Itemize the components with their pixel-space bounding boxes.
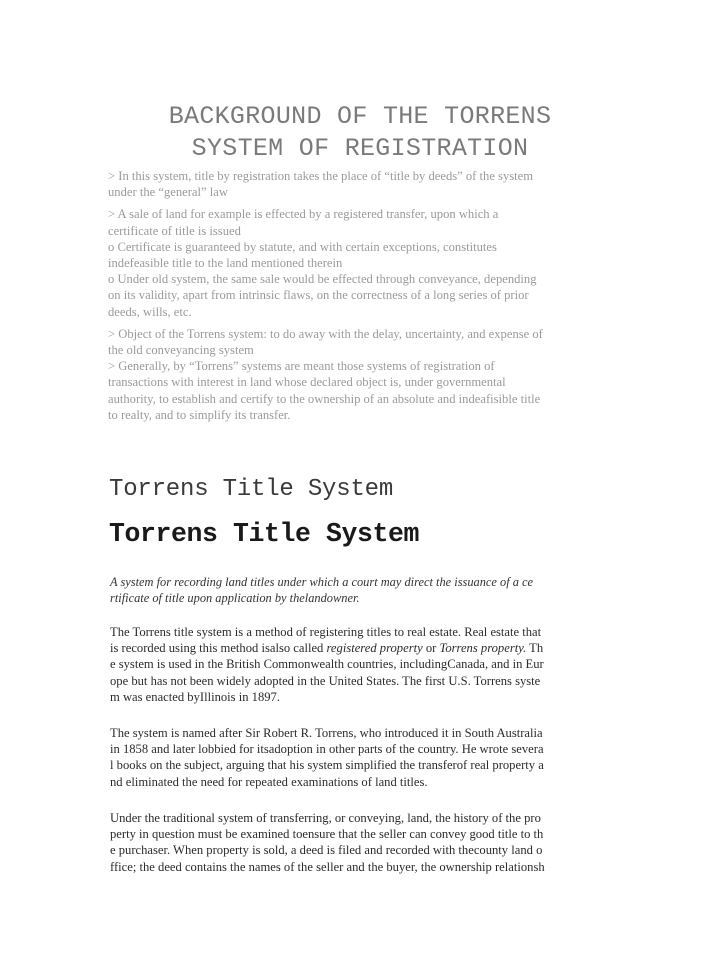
slide-bullet-line: o Certificate is guaranteed by statute, and with certain exceptions, constitutes — [108, 239, 497, 254]
article-paragraph-2 — [110, 725, 622, 790]
paragraph-line: m was enacted byIllinois in 1897. — [110, 689, 280, 704]
slide-bullet-line: deeds, wills, etc. — [108, 304, 192, 319]
paragraph-line: e system is used in the British Commonwealth countries, includingCanada, and in Eur — [110, 657, 544, 672]
slide-bullet-line: > In this system, title by registration takes the place of “title by deeds” of the system — [108, 169, 534, 183]
paragraph-line: e purchaser. When property is sold, a deed is filed and recorded with thecounty land o — [110, 843, 543, 858]
slide-bullet-line: transactions with interest in land whose declared object is, under governmental — [108, 375, 506, 390]
slide-bullet-block — [108, 326, 618, 423]
slide-bullet-line: o Under old system, the same sale would be effected through conveyance, depending — [108, 272, 537, 287]
article-heading-regular: Torrens Title System — [109, 476, 394, 503]
article-heading-bold: Torrens Title System — [109, 519, 420, 549]
slide-bullet-line: > Generally, by “Torrens” systems are meant those systems of registration of — [108, 359, 495, 374]
article-paragraph-3 — [110, 810, 622, 875]
term-torrens-property: Torrens property. — [439, 641, 527, 656]
lead-line: rtificate of title upon application by thelandowner. — [110, 591, 360, 605]
slide-bullet-line: > A sale of land for example is effected by a registered transfer, upon which a — [108, 207, 499, 222]
paragraph-line: perty in question must be examined toensure that the seller can convey good title to th — [110, 827, 544, 842]
slide-bullet-line: > Object of the Torrens system: to do away with the delay, uncertainty, and expense of — [108, 326, 543, 341]
term-registered-property: registered property — [326, 641, 423, 656]
slide-bullet-line: on its validity, apart from intrinsic flaws, on the correctness of a long series of prior — [108, 288, 529, 303]
lead-line: A system for recording land titles under which a court may direct the issuance of a ce — [110, 575, 534, 589]
slide-title-line: BACKGROUND OF THE TORRENS — [168, 102, 552, 131]
paragraph-line: Under the traditional system of transferring, or conveying, land, the history of the pro — [110, 811, 541, 825]
paragraph-text: or — [422, 641, 440, 656]
slide-bullet-line: certificate of title is issued — [108, 223, 241, 238]
slide-title — [100, 101, 620, 165]
article-paragraph-1 — [110, 624, 622, 705]
article-lead-definition — [110, 574, 620, 606]
slide-bullet-block — [108, 168, 618, 200]
paragraph-text: is recorded using this method isalso called — [110, 641, 327, 656]
slide-bullet-line: the old conveyancing system — [108, 343, 254, 358]
paragraph-line: ope but has not been widely adopted in the United States. The first U.S. Torrens syste — [110, 673, 541, 688]
paragraph-line: in 1858 and later lobbied for itsadoption in other parts of the country. He wrote severa — [110, 742, 544, 757]
slide-bullet-line: under the “general” law — [108, 185, 228, 200]
paragraph-line: The system is named after Sir Robert R. Torrens, who introduced it in South Australia — [110, 726, 543, 740]
slide-title-line: SYSTEM OF REGISTRATION — [191, 134, 529, 163]
paragraph-line: The Torrens title system is a method of registering titles to real estate. Real estate that — [110, 625, 542, 639]
paragraph-text: Th — [526, 641, 544, 656]
paragraph-line: nd eliminated the need for repeated examinations of land titles. — [110, 774, 428, 789]
slide-bullet-line: authority, to establish and certify to the ownership of an absolute and indeafisible title — [108, 391, 541, 406]
paragraph-line: l books on the subject, arguing that his system simplified the transferof real property a — [110, 758, 544, 773]
slide-bullet-line: to realty, and to simplify its transfer. — [108, 407, 291, 422]
paragraph-line: ffice; the deed contains the names of the seller and the buyer, the ownership relationsh — [110, 859, 545, 874]
slide-bullet-block — [108, 206, 618, 319]
paragraph-line — [110, 640, 622, 656]
slide-bullet-list — [108, 168, 618, 429]
slide-bullet-line: indefeasible title to the land mentioned therein — [108, 256, 343, 271]
